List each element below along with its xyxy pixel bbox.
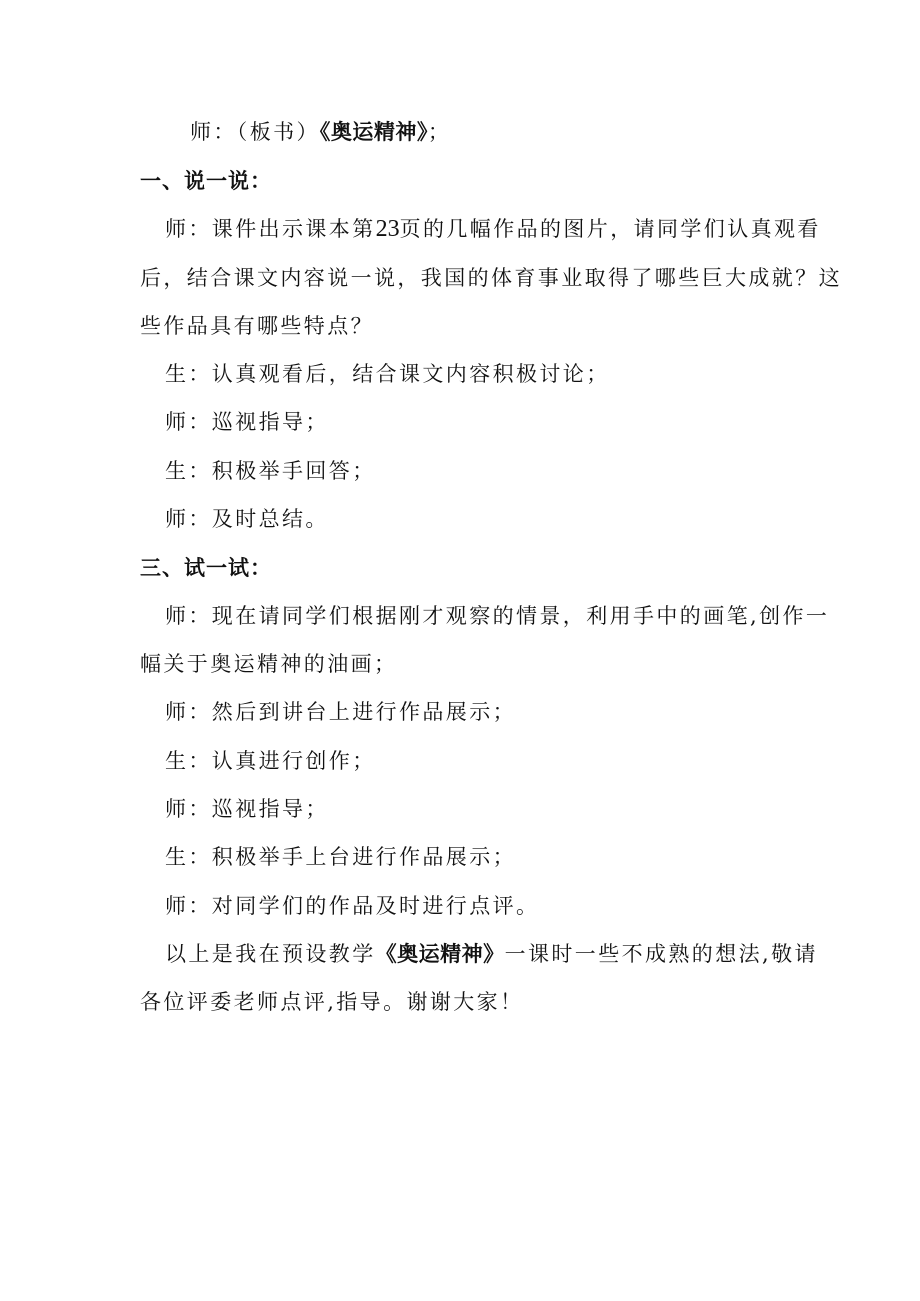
paragraph-create-line-2: 幅关于奥运精神的油画； (140, 652, 398, 676)
paragraph-courseware-text-b: 页的几幅作品的图片，请同学们认真观看 (399, 217, 821, 241)
paragraph-teacher-display: 师：然后到讲台上进行作品展示； (165, 700, 516, 724)
closing-text-a: 以上是我在预设教学 (165, 942, 376, 966)
paragraph-courseware-line-3: 些作品具有哪些特点？ (140, 314, 374, 338)
paragraph-teacher-guide-2: 师：巡视指导； (165, 797, 329, 821)
paragraph-courseware-line-2: 后，结合课文内容说一说，我国的体育事业取得了哪些巨大成就？这 (140, 266, 842, 290)
paragraph-create-line-1: 师：现在请同学们根据刚才观察的情景，利用手中的画笔,创作一 (165, 604, 830, 628)
paragraph-teacher-review: 师：对同学们的作品及时进行点评。 (165, 894, 540, 918)
paragraph-student-display: 生：积极举手上台进行作品展示； (165, 845, 516, 869)
closing-lesson-title: 《奥运精神》 (375, 942, 505, 966)
paragraph-closing-line-2: 各位评委老师点评,指导。谢谢大家！ (140, 990, 524, 1014)
paragraph-courseware-text-a: 师：课件出示课本第 (165, 217, 376, 241)
page-number: 23 (375, 216, 400, 242)
board-writing-prefix: 师：（板书） (190, 120, 320, 144)
paragraph-closing-line-1 (165, 939, 818, 969)
paragraph-teacher-guide-1: 师：巡视指导； (165, 410, 329, 434)
paragraph-student-discuss: 生：认真观看后，结合课文内容积极讨论； (165, 362, 610, 386)
paragraph-student-answer: 生：积极举手回答； (165, 459, 376, 483)
section-heading-try: 三、试一试： (140, 556, 272, 580)
lesson-title: 《奥运精神》 (319, 120, 428, 144)
board-writing-suffix: ； (427, 120, 452, 144)
closing-text-b: 一课时一些不成熟的想法,敬请 (504, 942, 818, 966)
paragraph-courseware-line-1 (165, 214, 821, 244)
paragraph-teacher-summary: 师：及时总结。 (165, 507, 329, 531)
section-heading-speak: 一、说一说： (140, 169, 272, 193)
paragraph-student-create: 生：认真进行创作； (165, 749, 376, 773)
board-writing-line (190, 117, 840, 147)
